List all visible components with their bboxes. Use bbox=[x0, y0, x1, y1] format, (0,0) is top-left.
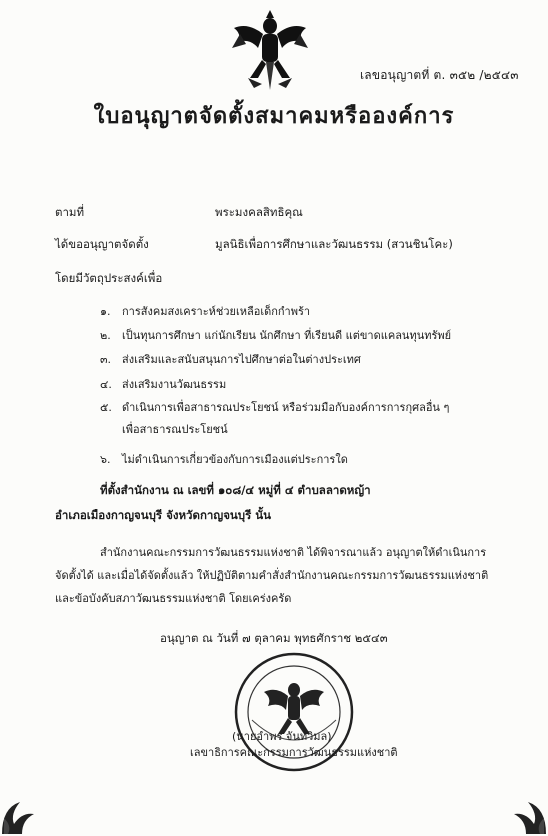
approval-paragraph-line: สำนักงานคณะกรรมการวัฒนธรรมแห่งชาติ ได้พิจารณาแล้ว อนุญาตให้ดำเนินการ bbox=[100, 546, 487, 559]
objective-item bbox=[100, 398, 449, 416]
objective-item bbox=[100, 375, 226, 393]
objective-text: ส่งเสริมงานวัฒนธรรม bbox=[122, 378, 227, 391]
office-address-line-1: ที่ตั้งสำนักงาน ณ เลขที่ ๑๐๘/๔ หมู่ที่ ๔ ตำบลลาดหญ้า bbox=[100, 483, 371, 497]
approval-paragraph-line: จัดตั้งได้ และเมื่อได้จัดตั้งแล้ว ให้ปฏิบัติตามคำสั่งสำนักงานคณะกรรมการวัฒนธรรมแห่งชาติ bbox=[55, 569, 489, 582]
corner-ornament-icon bbox=[0, 788, 48, 836]
objective-text: ไม่ดำเนินการเกี่ยวข้องกับการเมืองแต่ประการใด bbox=[122, 453, 348, 466]
signatory-name: (นายอำพร จันทวิมล) bbox=[232, 730, 332, 743]
objective-number: ๕. bbox=[100, 401, 112, 414]
objective-item bbox=[100, 450, 348, 468]
page-title: ใบอนุญาตจัดตั้งสมาคมหรือองค์การ bbox=[93, 104, 455, 129]
objective-number: ๖. bbox=[100, 453, 111, 466]
objective-text: การสังคมสงเคราะห์ช่วยเหลือเด็กกำพร้า bbox=[122, 305, 311, 318]
objective-item bbox=[100, 326, 451, 344]
corner-ornament-icon bbox=[500, 788, 548, 836]
office-address-line-2: อำเภอเมืองกาญจนบุรี จังหวัดกาญจนบุรี นั้น bbox=[55, 508, 271, 522]
garuda-emblem-icon bbox=[228, 4, 312, 92]
objective-text: เป็นทุนการศึกษา แก่นักเรียน นักศึกษา ที่เรียนดี แต่ขาดแคลนทุนทรัพย์ bbox=[122, 329, 452, 342]
approval-paragraph-line: และข้อบังคับสภาวัฒนธรรมแห่งชาติ โดยเคร่งครัด bbox=[55, 592, 292, 605]
permit-number: เลขอนุญาตที่ ต. ๓๕๒ /๒๕๔๓ bbox=[360, 68, 519, 82]
objective-text: ดำเนินการเพื่อสาธารณประโยชน์ หรือร่วมมือกับองค์การการกุศลอื่น ๆ bbox=[122, 401, 450, 414]
objective-text: ส่งเสริมและสนับสนุนการไปศึกษาต่อในต่างประเทศ bbox=[122, 353, 361, 366]
field-value-subject: พระมงคลสิทธิคุณ bbox=[215, 205, 303, 219]
field-label-request: ได้ขออนุญาตจัดตั้ง bbox=[55, 237, 149, 251]
objective-item bbox=[100, 302, 310, 320]
objective-number: ๑. bbox=[100, 305, 111, 318]
objective-item bbox=[100, 350, 361, 368]
field-label-subject: ตามที่ bbox=[55, 205, 85, 219]
objectives-intro: โดยมีวัตถุประสงค์เพื่อ bbox=[55, 271, 163, 285]
objective-number: ๒. bbox=[100, 329, 111, 342]
issue-date: อนุญาต ณ วันที่ ๗ ตุลาคม พุทธศักราช ๒๕๔๓ bbox=[160, 631, 388, 645]
field-value-request: มูลนิธิเพื่อการศึกษาและวัฒนธรรม (สวนชินโคะ) bbox=[215, 237, 453, 251]
objective-number: ๓. bbox=[100, 353, 112, 366]
objective-number: ๔. bbox=[100, 378, 112, 391]
objective-continuation: เพื่อสาธารณประโยชน์ bbox=[122, 423, 228, 436]
signatory-title: เลขาธิการคณะกรรมการวัฒนธรรมแห่งชาติ bbox=[190, 746, 398, 759]
